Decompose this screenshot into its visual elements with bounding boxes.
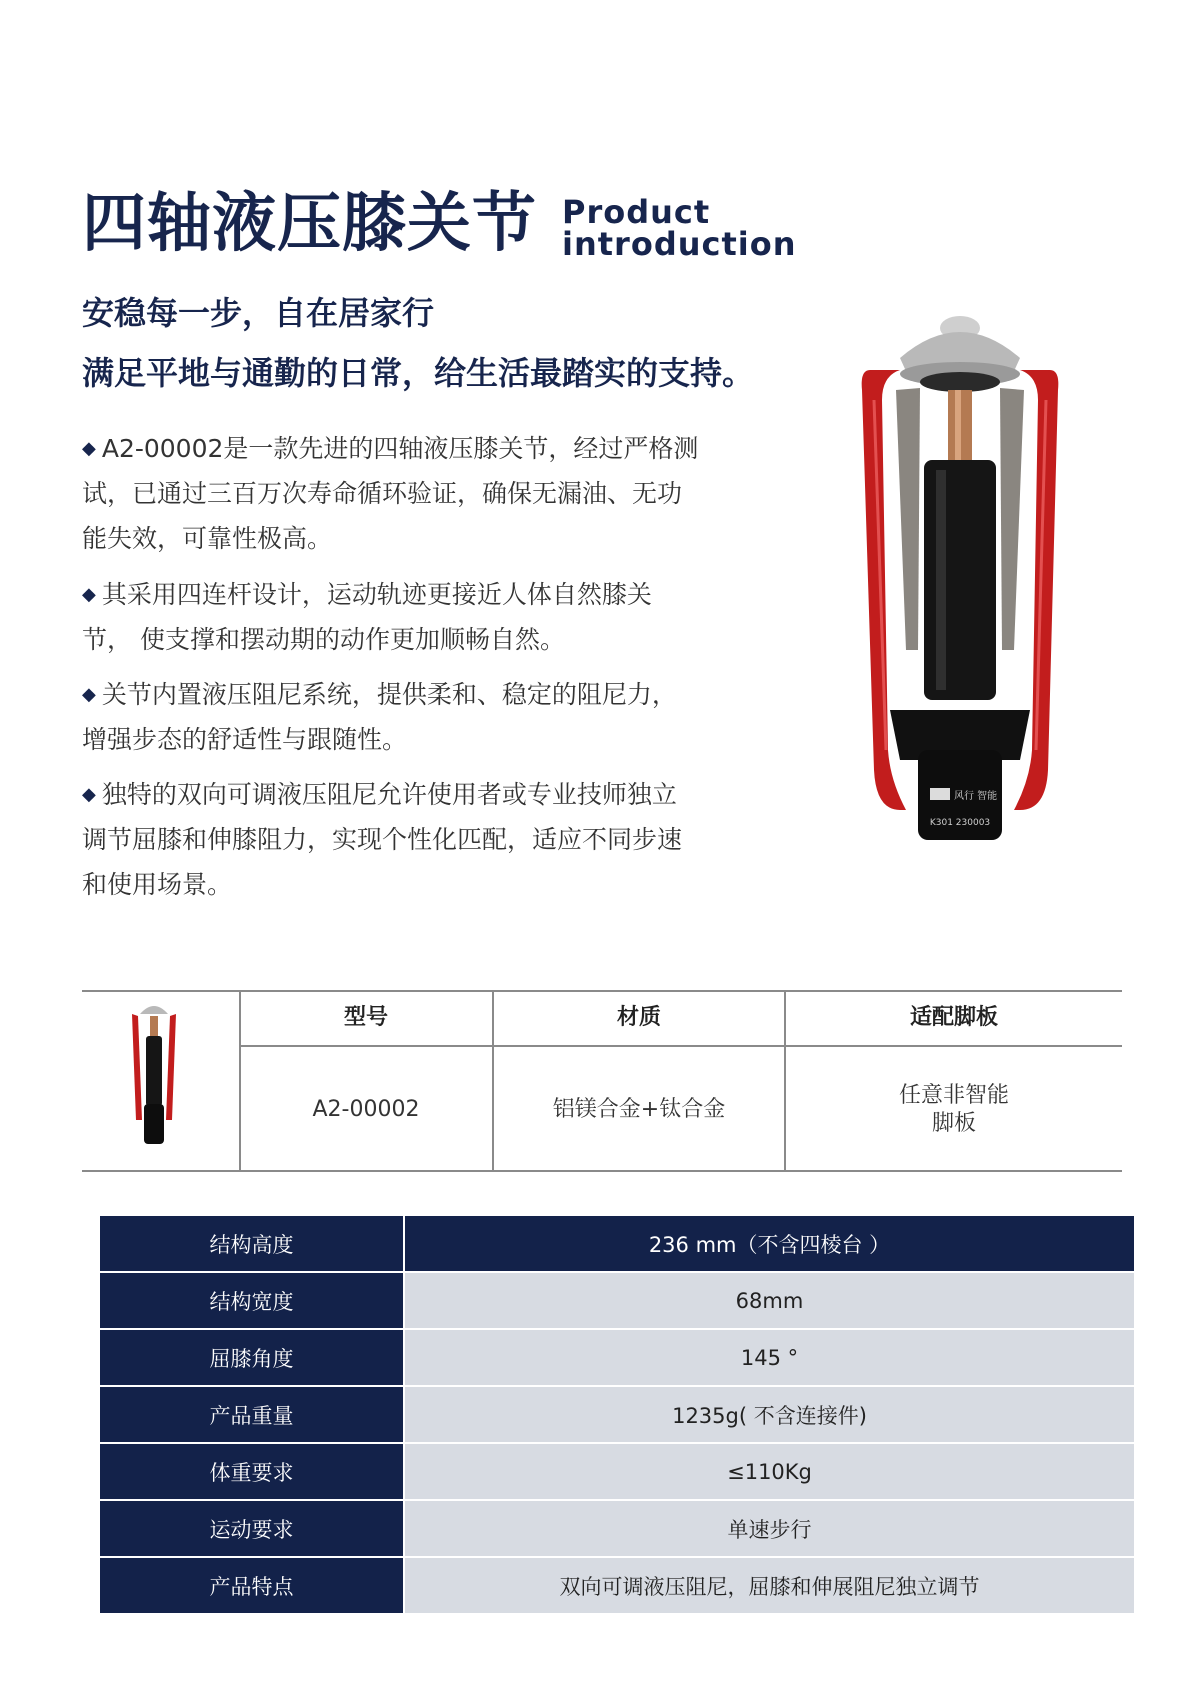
row-value: ≤110Kg — [405, 1444, 1134, 1499]
row-value: 1235g( 不含连接件) — [405, 1387, 1134, 1442]
slogan-line-1: 安稳每一步，自在居家行 — [82, 294, 435, 332]
desc-line: A2-00002是一款先进的四轴液压膝关节，经过严格测 — [101, 434, 699, 463]
table1-bottom-border — [82, 1170, 1122, 1172]
bullet-icon: ◆ — [82, 684, 96, 705]
table-row — [100, 1387, 1134, 1442]
description-item — [82, 672, 772, 762]
table1-header-model: 型号 — [343, 1005, 388, 1030]
desc-line: 调节屈膝和伸膝阻力，实现个性化匹配，适应不同步速 — [82, 825, 683, 854]
row-label: 结构宽度 — [100, 1273, 403, 1328]
foot-line-1: 任意非智能 — [898, 1083, 1009, 1108]
subtitle-line-2: introduction — [562, 225, 797, 263]
row-label: 体重要求 — [100, 1444, 403, 1499]
row-value: 单速步行 — [405, 1501, 1134, 1556]
desc-line: 其采用四连杆设计，运动轨迹更接近人体自然膝关 — [101, 580, 652, 609]
row-value: 236 mm（不含四棱台 ） — [405, 1216, 1134, 1271]
table1-header-foot: 适配脚板 — [909, 1005, 998, 1030]
slogan-line-2: 满足平地与通勤的日常，给生活最踏实的支持。 — [82, 354, 755, 392]
table1-cell-foot — [786, 1082, 1122, 1138]
row-value: 双向可调液压阻尼，屈膝和伸展阻尼独立调节 — [405, 1558, 1134, 1613]
logo-text: 风行 智能 — [954, 791, 998, 802]
row-value: 68mm — [405, 1273, 1134, 1328]
desc-line: 和使用场景。 — [82, 870, 233, 899]
page-title: 四轴液压膝关节 — [82, 187, 537, 261]
bullet-icon: ◆ — [82, 438, 96, 459]
row-label: 屈膝角度 — [100, 1330, 403, 1385]
knee-joint-product-image — [860, 310, 1060, 910]
table1-header-material: 材质 — [616, 1005, 661, 1030]
bullet-icon: ◆ — [82, 784, 96, 805]
row-label: 产品重量 — [100, 1387, 403, 1442]
serial-text: K301 230003 — [929, 818, 991, 828]
table-row — [100, 1330, 1134, 1385]
subtitle-line-1: Product — [562, 193, 711, 231]
table-row — [100, 1216, 1134, 1271]
table-row — [100, 1501, 1134, 1556]
description-item — [82, 426, 772, 561]
table-row — [100, 1273, 1134, 1328]
row-label: 结构高度 — [100, 1216, 403, 1271]
row-label: 运动要求 — [100, 1501, 403, 1556]
page-subtitle-en — [562, 193, 797, 263]
desc-line: 增强步态的舒适性与跟随性。 — [82, 725, 408, 754]
desc-line: 能失效，可靠性极高。 — [82, 524, 333, 553]
table-row — [100, 1558, 1134, 1613]
description-item — [82, 772, 772, 907]
desc-line: 独特的双向可调液压阻尼允许使用者或专业技师独立 — [101, 780, 677, 809]
desc-line: 节， 使支撑和摆动期的动作更加顺畅自然。 — [82, 625, 565, 654]
row-value: 145 ° — [405, 1330, 1134, 1385]
foot-line-2: 脚板 — [931, 1111, 976, 1136]
table1-top-border — [82, 990, 1122, 992]
desc-line: 试，已通过三百万次寿命循环验证，确保无漏油、无功 — [82, 479, 683, 508]
table-row — [100, 1444, 1134, 1499]
table1-cell-material: 铝镁合金+钛合金 — [552, 1097, 726, 1122]
bullet-icon: ◆ — [82, 584, 96, 605]
row-label: 产品特点 — [100, 1558, 403, 1613]
description-item — [82, 572, 772, 662]
table1-header-divider — [240, 1045, 1122, 1047]
product-thumbnail — [128, 1000, 180, 1150]
table1-cell-model: A2-00002 — [312, 1097, 420, 1122]
desc-line: 关节内置液压阻尼系统，提供柔和、稳定的阻尼力， — [101, 680, 677, 709]
spec-table-2 — [100, 1216, 1134, 1615]
